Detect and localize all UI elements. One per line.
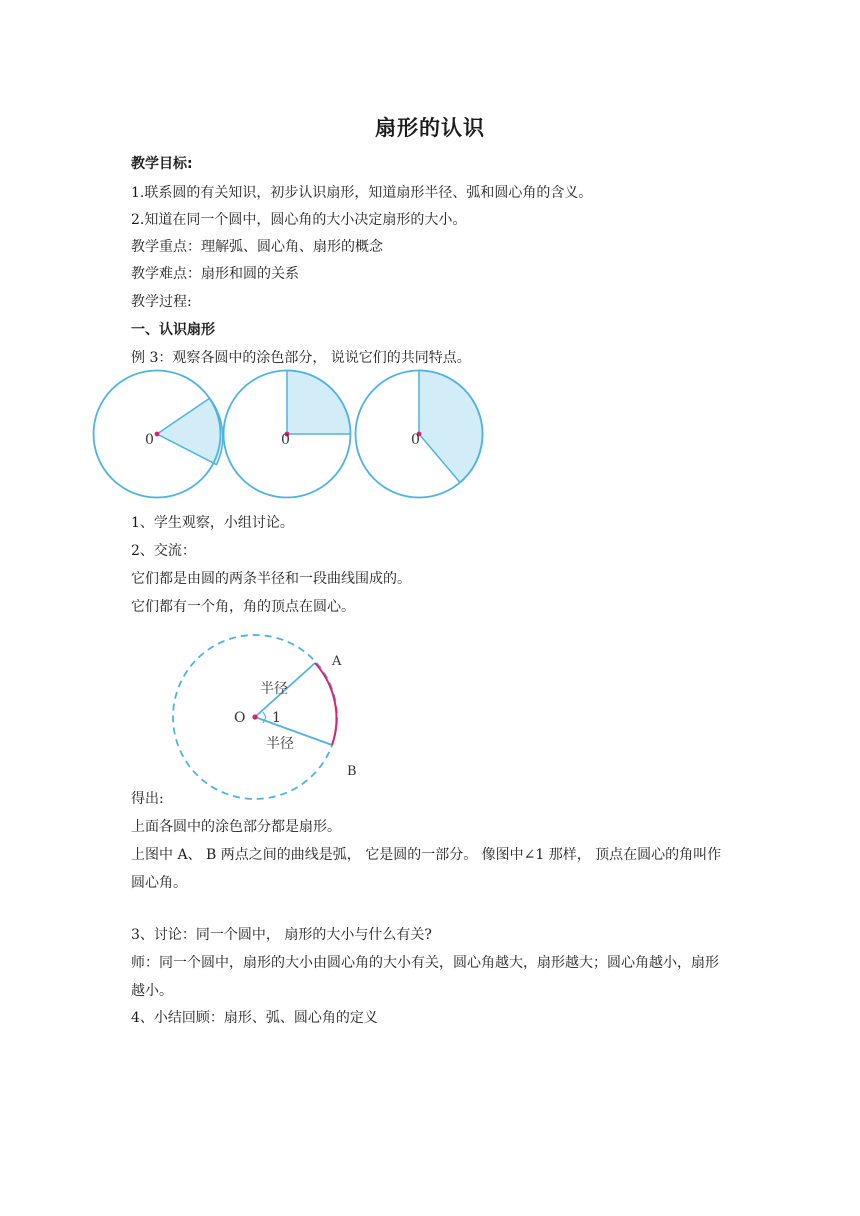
center-o-label: O <box>234 710 246 726</box>
radius-top-label: 半径 <box>260 681 288 697</box>
example-3: 例 3：观察各圆中的涂色部分， 说说它们的共同特点。 <box>131 350 471 366</box>
circle-3 <box>356 371 483 498</box>
step-2: 2、交流： <box>131 543 196 559</box>
radius-bottom-label: 半径 <box>266 736 294 752</box>
circle-2 <box>224 371 351 498</box>
section-heading: 一、认识扇形 <box>131 322 215 338</box>
angle-1-label: 1 <box>272 710 281 726</box>
exchange-2: 它们都有一个角，角的顶点在圆心。 <box>131 599 355 615</box>
teacher-answer: 师：同一个圆中，扇形的大小由圆心角的大小有关，圆心角越大，扇形越大；圆心角越小，扇形越小。 <box>131 955 719 999</box>
step-3: 3、讨论：同一个圆中， 扇形的大小与什么有关? <box>131 927 432 943</box>
circle-3-center-label: 0 <box>411 432 420 448</box>
step-1: 1、学生观察，小组讨论。 <box>131 515 294 531</box>
circle-1-center-label: 0 <box>145 432 154 448</box>
key-point: 教学重点：理解弧、圆心角、扇形的概念 <box>131 239 383 255</box>
process: 教学过程: <box>131 294 192 310</box>
point-b-label: B <box>347 764 357 779</box>
exchange-1: 它们都是由圆的两条半径和一段曲线围成的。 <box>131 571 411 587</box>
point-a-label: A <box>332 654 342 669</box>
difficulty: 教学难点：扇形和圆的关系 <box>131 266 299 282</box>
sector-circles-figure <box>88 368 488 500</box>
circle-1 <box>94 371 223 498</box>
arc-diagram <box>160 628 390 808</box>
conclusion-1: 上面各圆中的涂色部分都是扇形。 <box>131 819 341 835</box>
conclusion-2: 上图中 A、 B 两点之间的曲线是弧， 它是圆的一部分。 像图中∠1 那样， 顶点在圆心的角叫作圆心角。 <box>131 847 722 891</box>
step-4: 4、小结回顾：扇形、弧、圆心角的定义 <box>131 1010 378 1026</box>
conclusion-heading: 得出: <box>131 791 164 807</box>
page-title: 扇形的认识 <box>375 116 485 140</box>
objectives-heading: 教学目标: <box>131 156 193 172</box>
circle-2-center-label: 0 <box>281 432 290 448</box>
objective-2: 2.知道在同一个圆中，圆心角的大小决定扇形的大小。 <box>131 212 467 228</box>
objective-1: 1.联系圆的有关知识，初步认识扇形，知道扇形半径、弧和圆心角的含义。 <box>131 185 593 201</box>
